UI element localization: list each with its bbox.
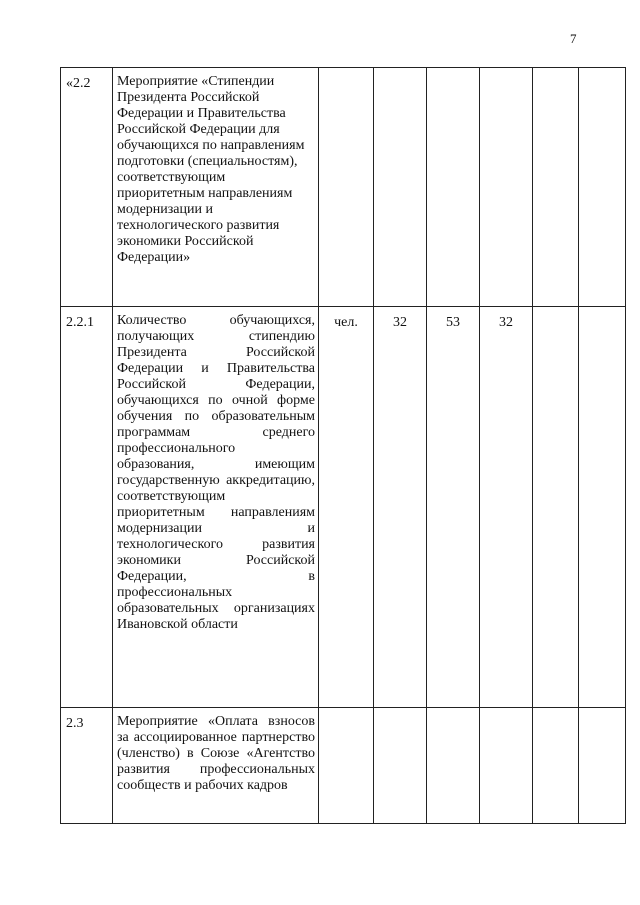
row-value <box>427 68 480 307</box>
row-description-text: Мероприятие «Оплата взносов за ассоциированное партнерство (членство) в Союзе «Агентство развития профессиональных сообществ и рабочих кадров <box>117 714 315 793</box>
row-value: 32 <box>374 307 427 708</box>
row-value: 32 <box>480 307 533 708</box>
row-value <box>427 708 480 824</box>
row-value <box>533 307 579 708</box>
row-value <box>533 708 579 824</box>
row-value <box>579 708 626 824</box>
row-value <box>579 307 626 708</box>
row-number: 2.3 <box>61 708 113 824</box>
row-value <box>579 68 626 307</box>
table-row <box>61 708 626 824</box>
row-value: 53 <box>427 307 480 708</box>
row-description <box>113 68 319 307</box>
table-row <box>61 307 626 708</box>
row-description-text: Количество обучающихся, получающих стипендию Президента Российской Федерации и Правительства Российской Федерации, обучающихся по очной форме обучения по образовательным программам среднего профессионального образования, имеющим государственную аккредитацию, соответствующим приоритетным направлениям модернизации и технологического развития экономики Российской Федерации, в профессиональных образовательных организациях Ивановской области <box>117 313 315 632</box>
row-number: 2.2.1 <box>61 307 113 708</box>
page-number: 7 <box>570 31 577 46</box>
row-value <box>480 68 533 307</box>
row-value <box>533 68 579 307</box>
row-value <box>374 68 427 307</box>
row-unit <box>319 708 374 824</box>
row-unit <box>319 68 374 307</box>
table-row <box>61 68 626 307</box>
row-description <box>113 307 319 708</box>
row-number: «2.2 <box>61 68 113 307</box>
program-indicators-table <box>60 67 626 824</box>
row-description-text: Мероприятие «Стипендии Президента Российской Федерации и Правительства Российской Федерации для обучающихся по направлениям подготовки (специальностям), соответствующим приоритетным направлениям модернизации и технологического развития экономики Российской Федерации» <box>117 74 305 265</box>
row-unit: чел. <box>319 307 374 708</box>
row-description <box>113 708 319 824</box>
row-value <box>374 708 427 824</box>
row-value <box>480 708 533 824</box>
